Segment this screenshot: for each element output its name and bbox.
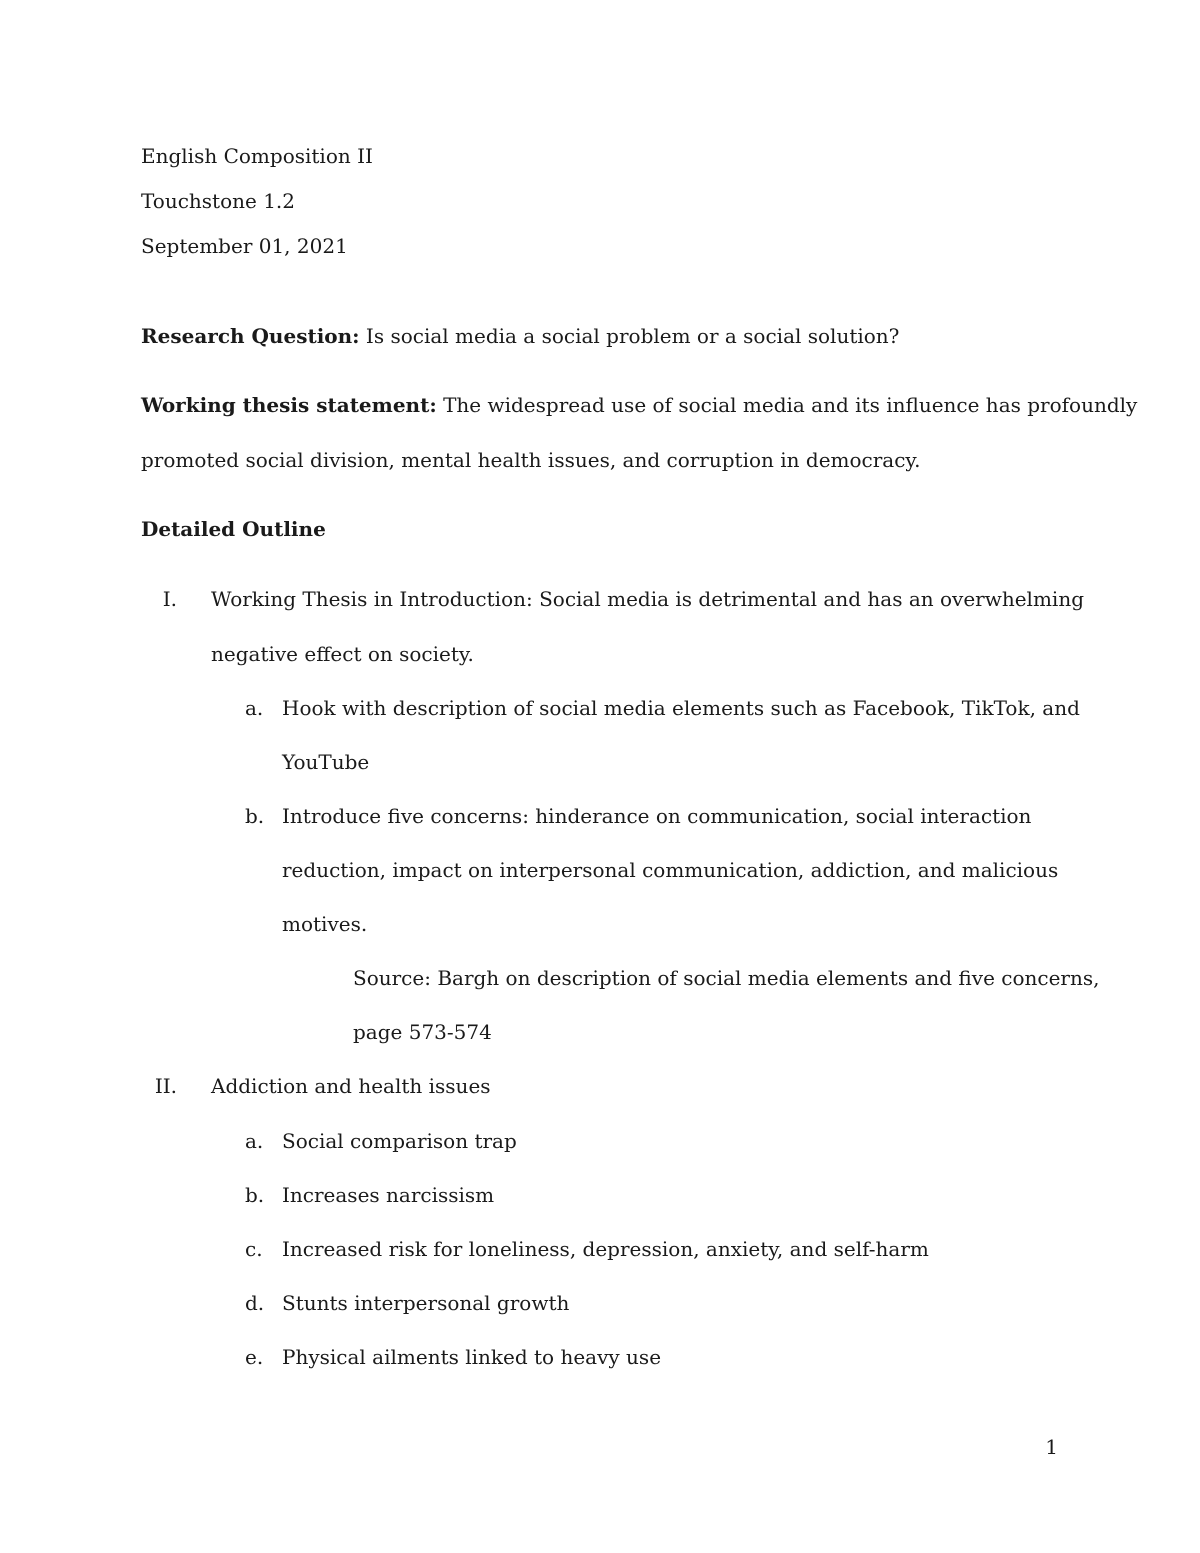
item-text: Social comparison trap (282, 1129, 517, 1153)
working-thesis-text-line1: The widespread use of social media and its influence has profoundly (443, 393, 1138, 417)
section-numeral: I. (162, 587, 177, 611)
item-text-line2: reduction, impact on interpersonal communication, addiction, and malicious (282, 858, 1059, 882)
item-text-line2: YouTube (282, 750, 370, 774)
item-text-line1: Hook with description of social media elements such as Facebook, TikTok, and (282, 696, 1080, 720)
assignment-name: Touchstone 1.2 (141, 189, 296, 213)
research-question-label: Research Question: (141, 324, 360, 348)
course-name: English Composition II (141, 144, 373, 168)
working-thesis-label: Working thesis statement: (141, 393, 437, 417)
section-heading-line2: negative effect on society. (211, 642, 474, 666)
item-text: Increases narcissism (282, 1183, 495, 1207)
item-letter: a. (245, 696, 264, 720)
item-letter: a. (245, 1129, 264, 1153)
section-numeral: II. (154, 1074, 177, 1098)
item-text-line1: Introduce five concerns: hinderance on communication, social interaction (282, 804, 1032, 828)
document-date: September 01, 2021 (141, 234, 348, 258)
working-thesis (141, 395, 1137, 415)
section-heading-line1: Working Thesis in Introduction: Social media is detrimental and has an overwhelming (211, 587, 1084, 611)
research-question (141, 326, 899, 346)
item-letter: b. (245, 804, 265, 828)
item-text: Physical ailments linked to heavy use (282, 1345, 662, 1369)
item-text: Increased risk for loneliness, depression, anxiety, and self-harm (282, 1237, 929, 1261)
item-text-line3: motives. (282, 912, 368, 936)
source-line1: Source: Bargh on description of social media elements and five concerns, (353, 966, 1100, 990)
working-thesis-text-line2: promoted social division, mental health issues, and corruption in democracy. (141, 448, 921, 472)
item-text: Stunts interpersonal growth (282, 1291, 570, 1315)
page-number: 1 (1045, 1435, 1058, 1459)
item-letter: e. (245, 1345, 264, 1369)
research-question-text: Is social media a social problem or a social solution? (365, 324, 900, 348)
item-letter: d. (245, 1291, 265, 1315)
section-heading-line1: Addiction and health issues (211, 1074, 491, 1098)
item-letter: c. (245, 1237, 263, 1261)
source-line2: page 573-574 (353, 1020, 492, 1044)
outline-heading: Detailed Outline (141, 517, 326, 541)
item-letter: b. (245, 1183, 265, 1207)
